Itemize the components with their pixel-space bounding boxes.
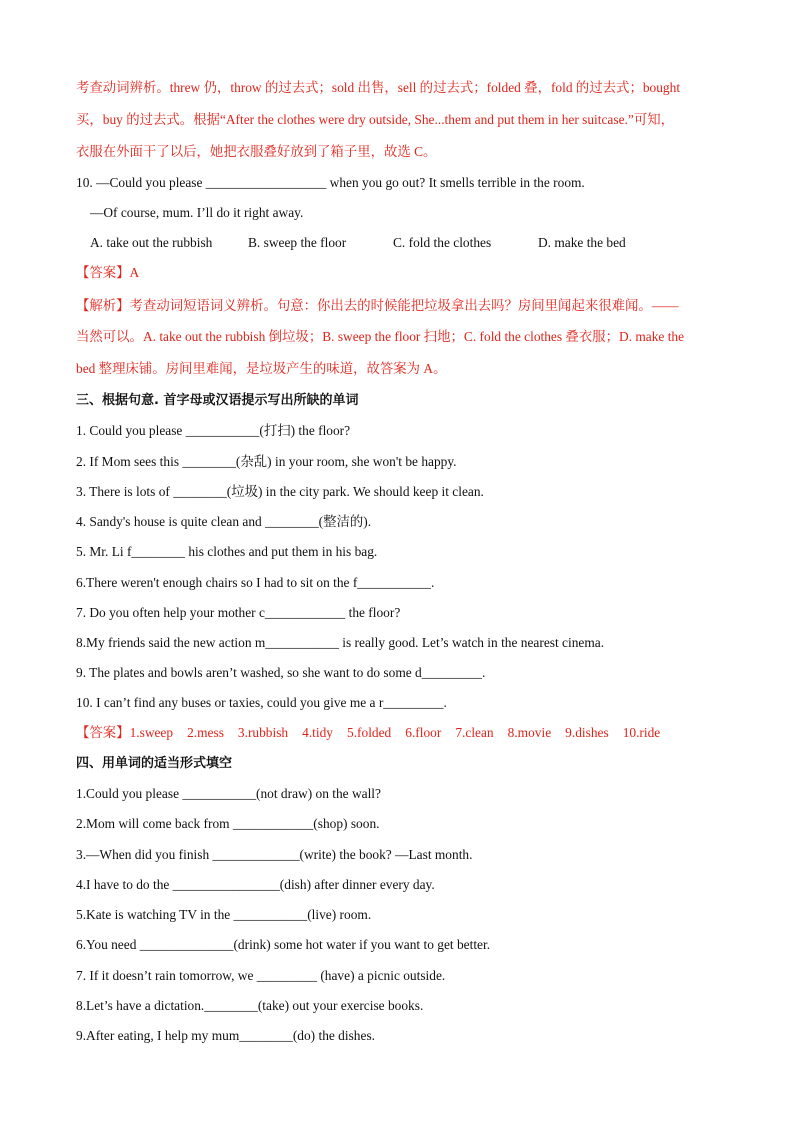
- section-4-item-4: 4.I have to do the ________________(dish) after dinner every day.: [76, 877, 435, 892]
- section-3-item-4: 4. Sandy's house is quite clean and ________(整洁的).: [76, 514, 372, 529]
- section-4-item-9: 9.After eating, I help my mum________(do) the dishes.: [76, 1028, 376, 1043]
- section-3-item-1: 1. Could you please ___________(打扫) the floor?: [76, 423, 351, 438]
- section-4-item-8: 8.Let’s have a dictation.________(take) out your exercise books.: [76, 998, 424, 1013]
- answer-1: 1.sweep: [129, 725, 174, 740]
- section-3-item-9: 9. The plates and bowls aren’t washed, so she want to do some d_________.: [76, 665, 486, 680]
- section-3-answers: [76, 724, 726, 742]
- section-3-item-8: 8.My friends said the new action m___________ is really good. Let’s watch in the nearest cinema.: [76, 635, 605, 650]
- section-3-item-7: 7. Do you often help your mother c____________ the floor?: [76, 605, 401, 620]
- answer-2: 2.mess: [187, 725, 224, 740]
- answer-8: 8.movie: [507, 725, 552, 740]
- section-4-heading: 四、用单词的适当形式填空: [76, 756, 233, 771]
- answer-3: 3.rubbish: [237, 725, 289, 740]
- explanation-line-2: 买，buy 的过去式。根据“After the clothes were dry outside, She...them and put them in her suitcase.”可知，: [76, 112, 674, 127]
- section-4-item-1: 1.Could you please ___________(not draw) on the wall?: [76, 786, 381, 801]
- question-10-analysis-1: 【解析】考查动词短语词义辨析。句意：你出去的时候能把垃圾拿出去吗？房间里闻起来很难闻。——: [76, 298, 679, 313]
- answer-9: 9.dishes: [565, 725, 609, 740]
- question-10-reply: —Of course, mum. I’ll do it right away.: [90, 205, 304, 220]
- section-3-item-10: 10. I can’t find any buses or taxies, could you give me a r_________.: [76, 695, 447, 710]
- option-b: B. sweep the floor: [248, 235, 347, 250]
- section-3-item-2: 2. If Mom sees this ________(杂乱) in your room, she won't be happy.: [76, 454, 457, 469]
- section-4-item-7: 7. If it doesn’t rain tomorrow, we _________ (have) a picnic outside.: [76, 968, 446, 983]
- answer-6: 6.floor: [405, 725, 442, 740]
- option-c: C. fold the clothes: [393, 235, 492, 250]
- answer-label: 【答案】: [76, 725, 130, 740]
- answer-4: 4.tidy: [302, 725, 333, 740]
- question-10-stem: 10. —Could you please __________________ when you go out? It smells terrible in the room.: [76, 175, 585, 190]
- question-10-analysis-2: 当然可以。A. take out the rubbish 倒垃圾；B. sweep the floor 扫地；C. fold the clothes 叠衣服；D. make the: [76, 329, 685, 344]
- question-10-answer: 【答案】A: [76, 265, 140, 280]
- section-4-item-5: 5.Kate is watching TV in the ___________(live) room.: [76, 907, 372, 922]
- section-4-item-2: 2.Mom will come back from ____________(shop) soon.: [76, 816, 380, 831]
- section-4-item-6: 6.You need ______________(drink) some hot water if you want to get better.: [76, 937, 491, 952]
- explanation-line-3: 衣服在外面干了以后，她把衣服叠好放到了箱子里，故选 C。: [76, 144, 437, 159]
- explanation-line-1: 考查动词辨析。threw 仍，throw 的过去式；sold 出售，sell 的过去式；folded 叠，fold 的过去式；bought: [76, 80, 681, 95]
- section-3-item-6: 6.There weren't enough chairs so I had to sit on the f___________.: [76, 575, 435, 590]
- section-4-item-3: 3.—When did you finish _____________(write) the book? —Last month.: [76, 847, 473, 862]
- answer-5: 5.folded: [347, 725, 392, 740]
- option-d: D. make the bed: [538, 235, 626, 250]
- answer-7: 7.clean: [455, 725, 494, 740]
- question-10-analysis-3: bed 整理床铺。房间里难闻，是垃圾产生的味道，故答案为 A。: [76, 361, 447, 376]
- section-3-item-5: 5. Mr. Li f________ his clothes and put them in his bag.: [76, 544, 378, 559]
- section-3-heading: 三、根据句意. 首字母或汉语提示写出所缺的单词: [76, 393, 359, 408]
- section-3-item-3: 3. There is lots of ________(垃圾) in the city park. We should keep it clean.: [76, 484, 484, 499]
- option-a: A. take out the rubbish: [90, 235, 213, 250]
- answer-10: 10.ride: [622, 725, 661, 740]
